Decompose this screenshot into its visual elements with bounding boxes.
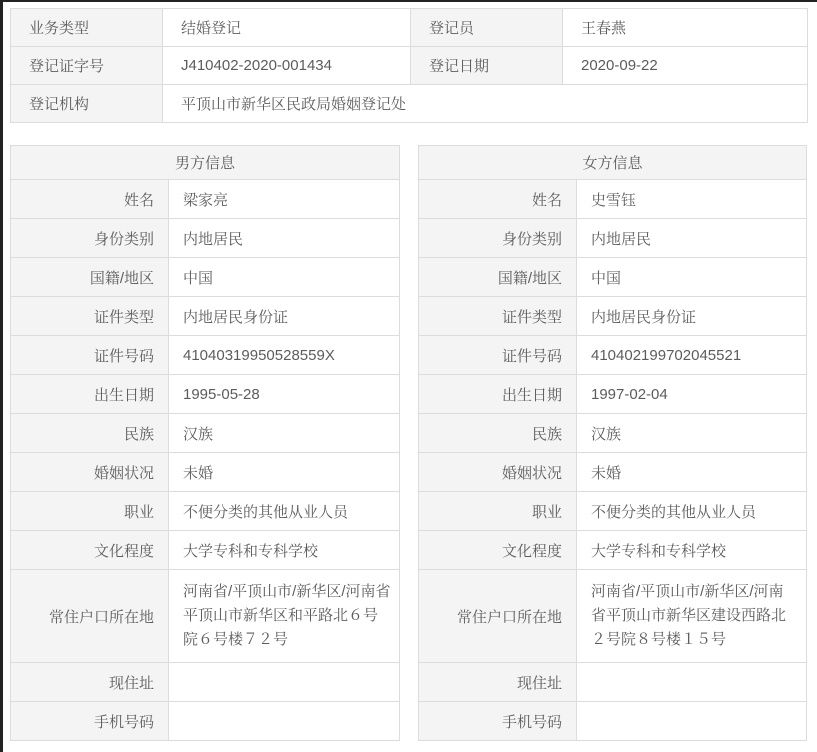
table-row <box>419 375 807 414</box>
registration-date-value: 2020-09-22 <box>563 47 808 85</box>
female-info-table <box>418 145 807 741</box>
field-value: 内地居民 <box>577 219 807 258</box>
field-label: 身份类别 <box>11 219 169 258</box>
field-label: 证件号码 <box>11 336 169 375</box>
field-label: 证件类型 <box>11 297 169 336</box>
table-row <box>11 492 400 531</box>
field-value: 中国 <box>577 258 807 297</box>
field-value: 未婚 <box>577 453 807 492</box>
field-label: 现住址 <box>419 663 577 702</box>
field-value <box>169 702 400 741</box>
summary-row <box>11 47 808 85</box>
table-row <box>11 258 400 297</box>
registrar-value: 王春燕 <box>563 9 808 47</box>
certificate-no-value: J410402-2020-001434 <box>163 47 411 85</box>
field-label: 出生日期 <box>419 375 577 414</box>
table-row <box>11 414 400 453</box>
field-value: 汉族 <box>577 414 807 453</box>
field-value: 汉族 <box>169 414 400 453</box>
male-info-table <box>10 145 400 741</box>
registry-office-label: 登记机构 <box>11 85 163 123</box>
business-type-value: 结婚登记 <box>163 9 411 47</box>
table-row <box>11 453 400 492</box>
field-label: 国籍/地区 <box>11 258 169 297</box>
top-edge-line <box>0 0 817 2</box>
table-row <box>419 492 807 531</box>
field-value: 内地居民 <box>169 219 400 258</box>
left-edge-line <box>0 0 3 752</box>
field-value <box>577 663 807 702</box>
field-label: 出生日期 <box>11 375 169 414</box>
field-label: 常住户口所在地 <box>419 570 577 663</box>
table-row <box>11 336 400 375</box>
field-value: 河南省/平顶山市/新华区/河南省平顶山市新华区建设西路北２号院８号楼１５号 <box>577 570 807 663</box>
field-value: 史雪钰 <box>577 180 807 219</box>
field-label: 姓名 <box>419 180 577 219</box>
registrar-label: 登记员 <box>411 9 563 47</box>
table-row <box>419 180 807 219</box>
field-value: 中国 <box>169 258 400 297</box>
table-row <box>419 453 807 492</box>
table-row <box>11 531 400 570</box>
field-value: 大学专科和专科学校 <box>169 531 400 570</box>
table-row <box>419 663 807 702</box>
field-label: 职业 <box>419 492 577 531</box>
table-header-row <box>419 146 807 180</box>
field-value: 未婚 <box>169 453 400 492</box>
table-row <box>11 219 400 258</box>
field-label: 国籍/地区 <box>419 258 577 297</box>
registration-summary-table <box>10 8 808 123</box>
table-row <box>11 297 400 336</box>
business-type-label: 业务类型 <box>11 9 163 47</box>
field-label: 职业 <box>11 492 169 531</box>
field-label: 手机号码 <box>11 702 169 741</box>
field-label: 民族 <box>11 414 169 453</box>
table-row <box>419 702 807 741</box>
field-label: 证件类型 <box>419 297 577 336</box>
field-label: 民族 <box>419 414 577 453</box>
field-label: 文化程度 <box>11 531 169 570</box>
table-row <box>11 702 400 741</box>
field-value <box>169 663 400 702</box>
field-value: 1995-05-28 <box>169 375 400 414</box>
summary-row <box>11 9 808 47</box>
table-row <box>11 180 400 219</box>
table-header-row <box>11 146 400 180</box>
field-value: 内地居民身份证 <box>577 297 807 336</box>
table-row <box>419 414 807 453</box>
field-value: 410402199702045521 <box>577 336 807 375</box>
field-label: 证件号码 <box>419 336 577 375</box>
table-row <box>419 219 807 258</box>
field-value: 不便分类的其他从业人员 <box>577 492 807 531</box>
table-row <box>419 258 807 297</box>
field-label: 身份类别 <box>419 219 577 258</box>
certificate-no-label: 登记证字号 <box>11 47 163 85</box>
summary-row <box>11 85 808 123</box>
field-value: 大学专科和专科学校 <box>577 531 807 570</box>
registry-office-value: 平顶山市新华区民政局婚姻登记处 <box>163 85 808 123</box>
field-value: 梁家亮 <box>169 180 400 219</box>
table-row-address <box>11 570 400 663</box>
table-row <box>11 663 400 702</box>
table-row <box>419 336 807 375</box>
field-value <box>577 702 807 741</box>
table-row <box>419 531 807 570</box>
table-row-address <box>419 570 807 663</box>
female-section-title: 女方信息 <box>419 146 807 180</box>
registration-date-label: 登记日期 <box>411 47 563 85</box>
male-section-title: 男方信息 <box>11 146 400 180</box>
field-label: 手机号码 <box>419 702 577 741</box>
table-row <box>419 297 807 336</box>
field-label: 文化程度 <box>419 531 577 570</box>
field-value: 内地居民身份证 <box>169 297 400 336</box>
field-label: 现住址 <box>11 663 169 702</box>
field-label: 姓名 <box>11 180 169 219</box>
table-row <box>11 375 400 414</box>
field-value: 41040319950528559X <box>169 336 400 375</box>
field-label: 婚姻状况 <box>11 453 169 492</box>
field-label: 常住户口所在地 <box>11 570 169 663</box>
field-value: 1997-02-04 <box>577 375 807 414</box>
field-label: 婚姻状况 <box>419 453 577 492</box>
field-value: 河南省/平顶山市/新华区/河南省平顶山市新华区和平路北６号院６号楼７２号 <box>169 570 400 663</box>
field-value: 不便分类的其他从业人员 <box>169 492 400 531</box>
